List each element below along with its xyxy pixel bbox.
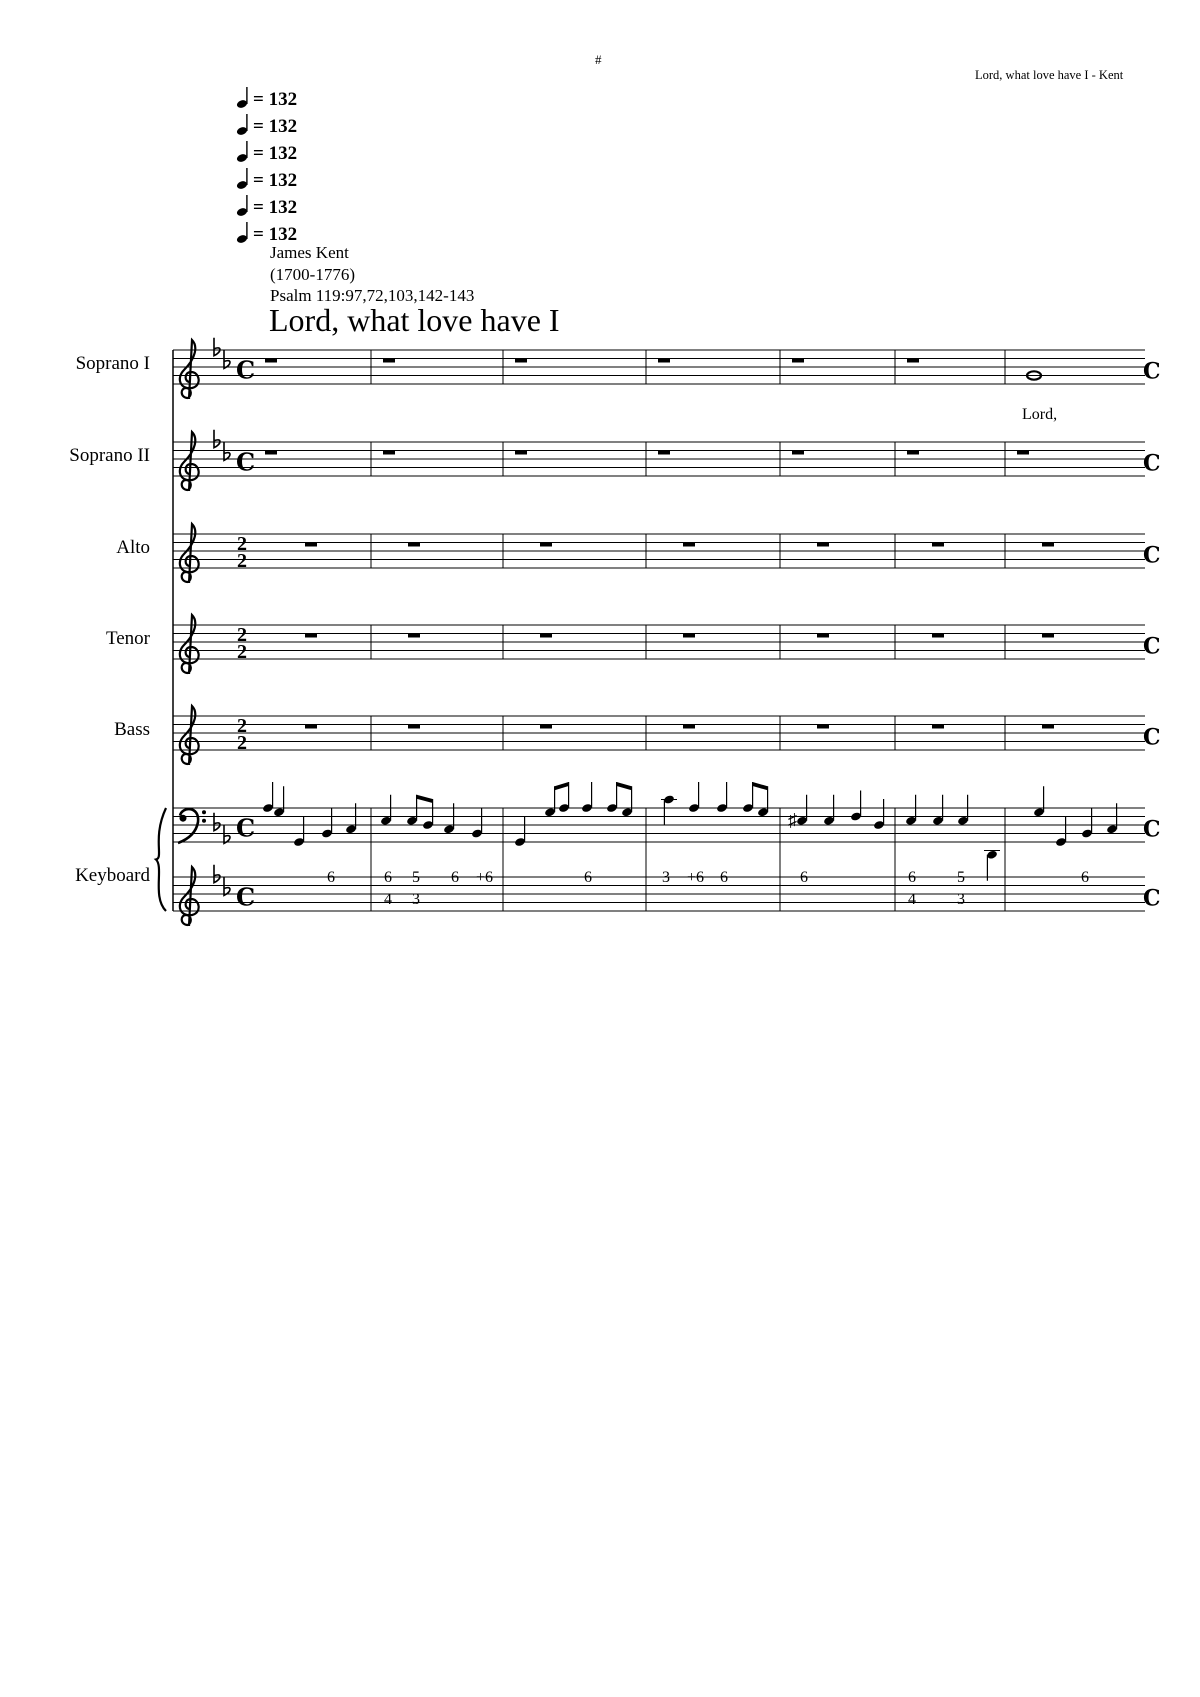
figured-bass-numeral: 3 (957, 891, 965, 908)
whole-rest (658, 359, 670, 363)
whole-rest (932, 725, 944, 729)
page-number: # (595, 52, 602, 67)
flat-icon (224, 442, 230, 460)
next-time-signature: C (1143, 633, 1161, 660)
time-sig-denominator: 2 (237, 550, 247, 572)
common-time-icon: C (236, 882, 256, 912)
figured-bass-numeral: 6 (1081, 869, 1089, 886)
figured-bass-numeral: 6 (800, 869, 808, 886)
beam (753, 782, 768, 790)
flat-icon (224, 825, 230, 843)
lyric-lord: Lord, (1022, 406, 1058, 423)
figured-bass-numeral: 6 (327, 869, 335, 886)
whole-rest (1042, 634, 1054, 638)
whole-rest (817, 634, 829, 638)
composer-name: James Kent (270, 243, 349, 262)
staff-label-soprano-2: Soprano II (69, 445, 150, 466)
figured-bass-numeral: 4 (384, 891, 392, 908)
whole-rest (540, 725, 552, 729)
time-sig-numerator: 2 (237, 533, 247, 555)
text-source: Psalm 119:97,72,103,142-143 (270, 286, 475, 305)
staff-label-alto: Alto (116, 537, 150, 558)
beam (555, 782, 569, 790)
whole-rest (907, 359, 919, 363)
figured-bass-numeral: 4 (908, 891, 916, 908)
staff-label-keyboard: Keyboard (75, 865, 150, 886)
piece-title: Lord, what love have I (269, 302, 560, 338)
whole-rest (305, 634, 317, 638)
whole-rest (408, 634, 420, 638)
figured-bass-numeral: 6 (451, 869, 459, 886)
next-time-signature: C (1143, 885, 1161, 912)
whole-rest (817, 725, 829, 729)
whole-rest (932, 634, 944, 638)
time-sig-denominator: 2 (237, 732, 247, 754)
whole-rest (383, 359, 395, 363)
flat-icon (214, 865, 220, 883)
next-time-signature: C (1143, 450, 1161, 477)
whole-rest (540, 543, 552, 547)
treble-clef-icon (180, 615, 199, 674)
common-time-icon: C (236, 447, 256, 477)
whole-rest (1042, 543, 1054, 547)
whole-rest (932, 543, 944, 547)
staff-label-soprano-1: Soprano I (75, 353, 150, 374)
tempo-text: = 132 (253, 170, 298, 191)
figured-bass-numeral: 6 (908, 869, 916, 886)
flat-icon (214, 813, 220, 831)
whole-rest (265, 359, 277, 363)
treble-clef-icon (180, 706, 199, 765)
treble-clef-icon (180, 524, 199, 583)
whole-rest (683, 725, 695, 729)
whole-rest (265, 451, 277, 455)
bass-clef-icon (178, 809, 198, 843)
whole-rest (1042, 725, 1054, 729)
common-time-icon: C (236, 813, 256, 843)
figured-bass-numeral: +6 (476, 869, 494, 886)
next-time-signature: C (1143, 358, 1161, 385)
figured-bass-numeral: +6 (687, 869, 705, 886)
treble-clef-icon (180, 867, 199, 926)
figured-bass-numeral: 5 (412, 869, 420, 886)
whole-rest (792, 451, 804, 455)
flat-icon (214, 430, 220, 448)
figured-bass-numeral: 6 (584, 869, 592, 886)
tempo-text: = 132 (253, 224, 298, 245)
figured-bass-numeral: 3 (662, 869, 670, 886)
whole-rest (658, 451, 670, 455)
tempo-text: = 132 (253, 89, 298, 110)
staff-label-tenor: Tenor (105, 628, 150, 649)
flat-icon (214, 338, 220, 356)
whole-rest (907, 451, 919, 455)
composer-dates: (1700-1776) (270, 265, 355, 284)
tempo-text: = 132 (253, 197, 298, 218)
next-time-signature: C (1143, 542, 1161, 569)
time-sig-numerator: 2 (237, 715, 247, 737)
staff-label-bass: Bass (114, 719, 150, 740)
whole-rest (683, 634, 695, 638)
treble-clef-icon (180, 340, 199, 399)
whole-rest (683, 543, 695, 547)
running-title: Lord, what love have I - Kent (975, 68, 1124, 82)
whole-rest (1017, 451, 1029, 455)
brace (156, 808, 166, 911)
figured-bass-numeral: 3 (412, 891, 420, 908)
figured-bass-numeral: 5 (957, 869, 965, 886)
next-time-signature: C (1143, 724, 1161, 751)
figured-bass-numeral: 6 (720, 869, 728, 886)
whole-rest (792, 359, 804, 363)
bass-clef-dot (202, 819, 206, 823)
common-time-icon: C (236, 355, 256, 385)
next-time-signature: C (1143, 816, 1161, 843)
flat-icon (224, 350, 230, 368)
whole-rest (515, 451, 527, 455)
time-sig-numerator: 2 (237, 624, 247, 646)
whole-rest (305, 725, 317, 729)
whole-rest (817, 543, 829, 547)
bass-clef-dot (202, 810, 206, 814)
beam (417, 795, 433, 803)
whole-rest (540, 634, 552, 638)
whole-rest (305, 543, 317, 547)
beam (617, 782, 632, 790)
bass-clef-dot (180, 815, 187, 822)
whole-rest (408, 725, 420, 729)
whole-rest (515, 359, 527, 363)
sharp-icon: ♯ (788, 809, 797, 830)
whole-rest (408, 543, 420, 547)
time-sig-denominator: 2 (237, 641, 247, 663)
flat-icon (224, 877, 230, 895)
treble-clef-icon (180, 432, 199, 491)
tempo-text: = 132 (253, 143, 298, 164)
whole-rest (383, 451, 395, 455)
tempo-text: = 132 (253, 116, 298, 137)
figured-bass-numeral: 6 (384, 869, 392, 886)
